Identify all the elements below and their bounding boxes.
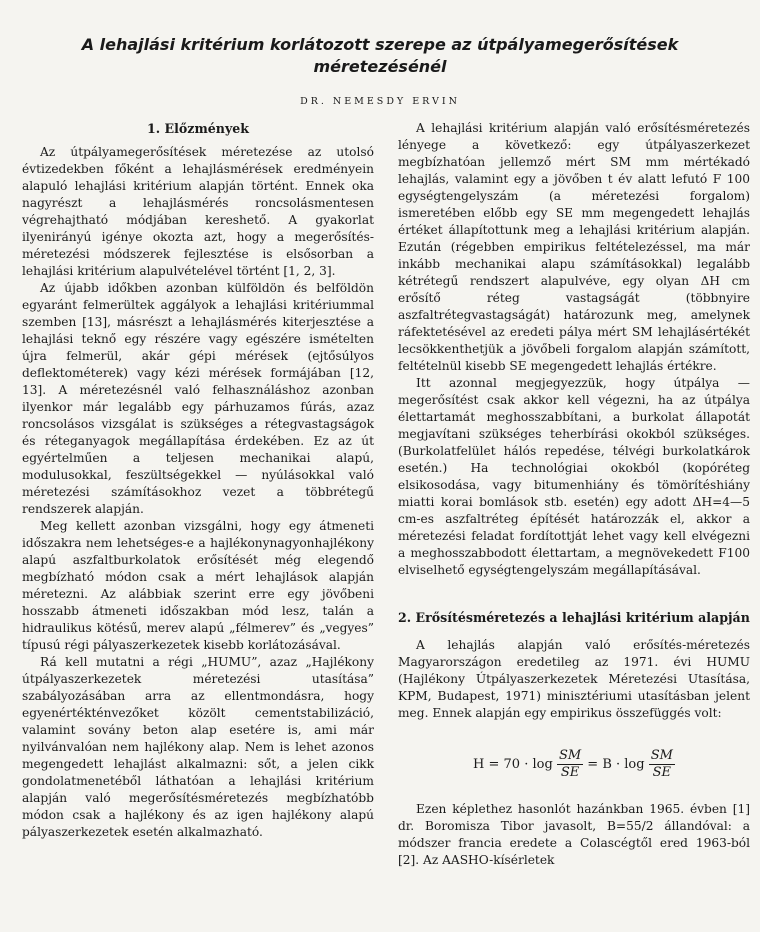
paragraph: Az útpályamegerősítések méretezése az utolsó évtizedekben főként a lehajlásmérések eredményein alapuló lehajlási kritérium alapján történt. Ennek oka nagyrészt a lehajlásmérés roncsolásmentesen végrehajtható módjában kereshető. A gyakorlat ilyenirányú igénye okozta azt, hogy a megerősítés-méretezési módszerek fejlesztése is elsősorban a lehajlási kritérium alapulvételével történt [1, 2, 3]. — [22, 145, 374, 278]
formula-lhs: H = 70 · log — [473, 757, 553, 772]
formula — [398, 748, 750, 781]
section-2-heading: 2. Erősítésméretezés a lehajlási kritérium alapján — [398, 610, 750, 625]
fraction — [557, 748, 583, 781]
paragraph: Az újabb időkben azonban külföldön és belföldön egyaránt felmerültek aggályok a lehajlási kritériummal szemben [13], másrészt a lehajlásmérés kiterjesztése a lehajlási teknő egy részére vagy egészére ismételten újra felmerül, akár gépi mérések (ejtősúlyos deflektométerek) vagy kézi mérések formájában [12, 13]. A méretezésnél való felhasználáshoz azonban ilyenkor már legalább egy párhuzamos fúrás, azaz roncsolásos vizsgálat is szükséges a rétegvastagságok és réteganyagok megállapítása érdekében. Ez az út egyértelműen a teljesen mechanikai alapú, modulusokkal, feszültségekkel — nyúlásokkal való méretezési számításokhoz vezet a többrétegű rendszerek alapján. — [22, 281, 374, 516]
formula-mid: = B · log — [587, 757, 645, 772]
paragraph: Meg kellett azonban vizsgálni, hogy egy átmeneti időszakra nem lehetséges-e a hajlékonynagyonhajlékony alapú aszfaltburkolatok erősítését még elegendő megbízható módon csak a mért lehajlások alapján méretezni. Az alábbiak szerint erre egy jövőbeni hosszabb átmeneti időszakban mód lesz, talán a hidraulikus kötésű, merev alapú „félmerev” és „vegyes” típusú régi pályaszerkezetek kisebb korlátozásával. — [22, 519, 374, 652]
paragraph: Ezen képlethez hasonlót hazánkban 1965. évben [1] dr. Boromisza Tibor javasolt, B=55/2 állandóval: a módszer francia eredete a Colascégtől ered 1963-ból [2]. Az AASHO-kísérletek — [398, 802, 750, 867]
right-column — [398, 120, 750, 869]
denominator: SE — [560, 765, 580, 780]
section-1-heading: 1. Előzmények — [146, 121, 250, 136]
fraction — [649, 748, 675, 781]
paragraph: A lehajlás alapján való erősítés-méretezés Magyarországon eredetileg az 1971. évi HUMU (Hajlékony Útpályaszerkezetek Méretezési Utasítása, KPM, Budapest, 1971) minisztériumi utasításban jelent meg. Ennek alapján egy empirikus összefüggés volt: — [398, 638, 750, 720]
left-column — [22, 120, 374, 841]
numerator: SM — [558, 748, 582, 763]
paragraph: Rá kell mutatni a régi „HUMU”, azaz „Hajlékony útpályaszerkezetek méretezési utasítása” szabályozásában arra az ellentmondásra, hogy egyenértékténvezőket közölt cementstabilizáció, valamint sovány beton alap esetére is, ami már nyilvánvalóan nem hajlékony alap. Nem is lehet azonos megengedett lehajlást alkalmazni: sőt, a jelen cikk gondolatmenetéből láthatóan a lehajlási kritérium alapján való megerősítésméretezés megbízhatóbb módon csak a hajlékony és az igen hajlékony alapú pályaszerkezetek esetén alkalmazható. — [22, 655, 374, 839]
paragraph: Itt azonnal megjegyezzük, hogy útpálya — megerősítést csak akkor kell végezni, ha az útpálya élettartamát meghosszabbítani, a burkolat állapotát megjavítani szükséges teherbírási okokból szükséges. (Burkolatfelület hálós repedése, télvégi burkolatkárok esetén.) Ha technológiai okokból (kopóréteg elsikosodása, vagy bitumenhiány és tömörítéshiány miatti korai bomlások stb. esetén) egy adott ΔH=4—5 cm-es aszfaltréteg építését határozzák el, akkor a méretezési feladat fordítottját lehet vagy kell elvégezni a meghosszabbodott élettartam, a megnövekedett F100 elviselhető egységtengelyszám megállapításával. — [398, 376, 750, 577]
author-name: DR. NEMESDY ERVIN — [300, 96, 460, 107]
numerator: SM — [650, 748, 673, 763]
article-title — [40, 34, 720, 78]
denominator: SE — [652, 765, 672, 780]
paragraph: A lehajlási kritérium alapján való erősítésméretezés lényege a következő: egy útpályaszerkezet megbízhatóan jellemző mért SM mm mértékadó lehajlás, valamint egy a jövőben t év alatt lefutó F 100 egységtengelyszám (a méretezési forgalom) ismeretében előbb egy SE mm megengedett lehajlás értéket állapítottunk meg a lehajlási kritérium alapján. Ezután (régebben empirikus feltételezéssel, ma már inkább mechanikai alapu számításokkal) legalább kétrétegű rendszert alapulvéve, egy olyan ΔH cm erősítő réteg vastagságát (többnyire aszfaltrétegvastagságát) határozunk meg, amelynek ráfektetésével az eredeti pálya mért SM lehajlásértékét lecsökkenthetjük a jövőbeli forgalom alapján számított, feltételnül kisebb SE megengedett lehajlás értékre. — [398, 121, 750, 373]
title-line-2: méretezésénél — [313, 57, 447, 76]
title-line-1: A lehajlási kritérium korlátozott szerepe az útpályamegerősítések — [81, 35, 679, 54]
